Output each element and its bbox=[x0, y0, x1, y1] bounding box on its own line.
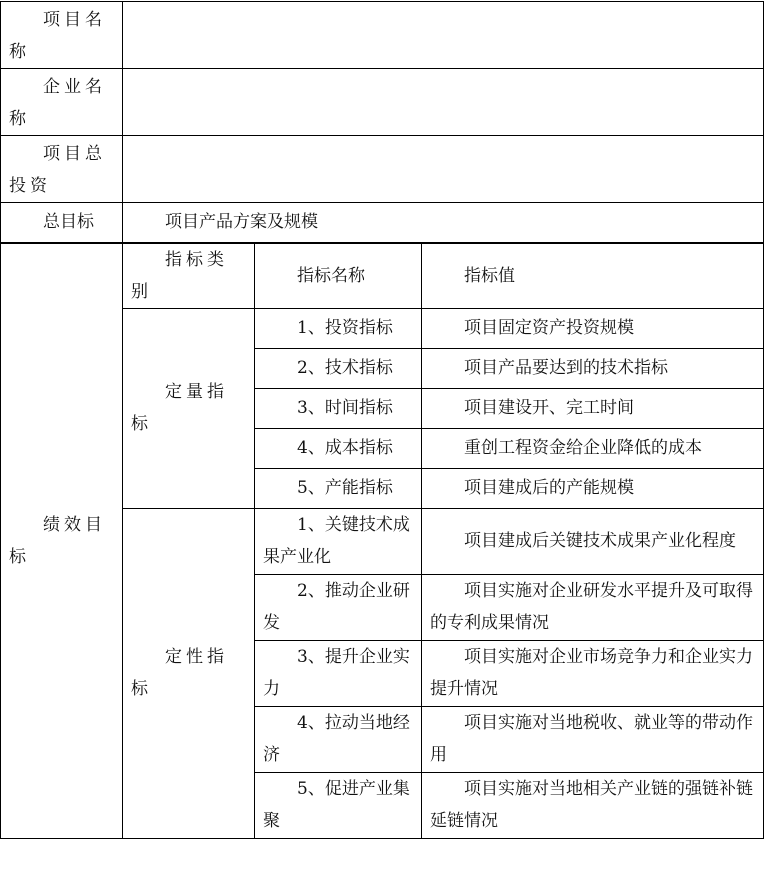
indicator-value: 项目产品要达到的技术指标 bbox=[422, 348, 764, 388]
total-investment-value[interactable] bbox=[123, 136, 764, 203]
company-name-label: 企业名称 bbox=[1, 69, 123, 136]
indicator-name: 1、投资指标 bbox=[255, 308, 422, 348]
total-investment-row bbox=[1, 136, 764, 203]
indicator-name: 4、拉动当地经济 bbox=[255, 706, 422, 772]
quantitative-category: 定量指标 bbox=[123, 308, 255, 508]
indicator-value: 项目实施对当地相关产业链的强链补链延链情况 bbox=[422, 772, 764, 838]
company-name-value[interactable] bbox=[123, 69, 764, 136]
indicator-value: 项目建成后的产能规模 bbox=[422, 468, 764, 508]
header-indicator-value: 指标值 bbox=[422, 243, 764, 309]
header-indicator-name: 指标名称 bbox=[255, 243, 422, 309]
indicator-value: 项目建成后关键技术成果产业化程度 bbox=[422, 508, 764, 574]
performance-goal-label: 绩效目标 bbox=[1, 243, 123, 839]
company-name-row bbox=[1, 69, 764, 136]
project-name-label: 项目名称 bbox=[1, 2, 123, 69]
project-name-row bbox=[1, 2, 764, 69]
indicator-name: 4、成本指标 bbox=[255, 428, 422, 468]
indicator-name: 1、关键技术成果产业化 bbox=[255, 508, 422, 574]
indicator-value: 项目实施对企业市场竞争力和企业实力提升情况 bbox=[422, 640, 764, 706]
project-name-value[interactable] bbox=[123, 2, 764, 69]
indicator-name: 5、产能指标 bbox=[255, 468, 422, 508]
qualitative-category: 定性指标 bbox=[123, 508, 255, 838]
indicator-name: 2、技术指标 bbox=[255, 348, 422, 388]
header-category: 指标类别 bbox=[123, 243, 255, 309]
indicator-value: 项目实施对当地税收、就业等的带动作用 bbox=[422, 706, 764, 772]
total-investment-label: 项目总投资 bbox=[1, 136, 123, 203]
overall-goal-label: 总目标 bbox=[1, 203, 123, 243]
indicator-name: 5、促进产业集聚 bbox=[255, 772, 422, 838]
overall-goal-row bbox=[1, 203, 764, 243]
indicator-value: 项目实施对企业研发水平提升及可取得的专利成果情况 bbox=[422, 574, 764, 640]
overall-goal-value: 项目产品方案及规模 bbox=[123, 203, 764, 243]
project-form-table bbox=[0, 1, 764, 839]
indicator-name: 3、时间指标 bbox=[255, 388, 422, 428]
indicator-value: 项目固定资产投资规模 bbox=[422, 308, 764, 348]
indicator-value: 项目建设开、完工时间 bbox=[422, 388, 764, 428]
indicator-name: 3、提升企业实力 bbox=[255, 640, 422, 706]
indicator-header-row bbox=[1, 243, 764, 309]
indicator-name: 2、推动企业研发 bbox=[255, 574, 422, 640]
indicator-value: 重创工程资金给企业降低的成本 bbox=[422, 428, 764, 468]
